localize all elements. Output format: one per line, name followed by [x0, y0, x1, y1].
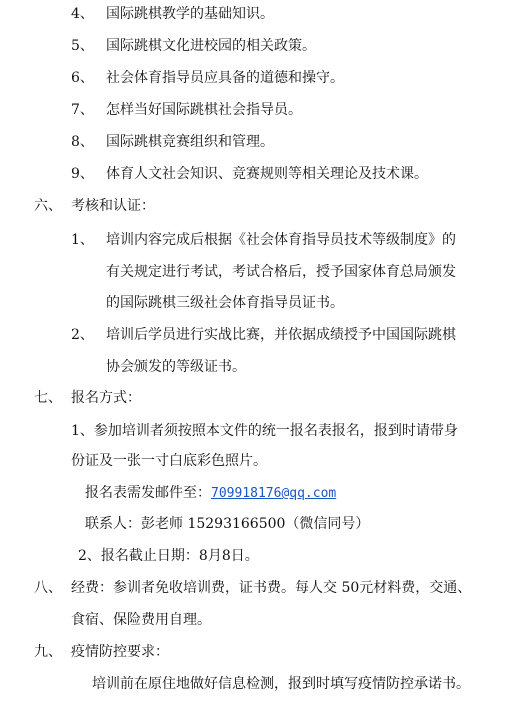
section-number: 八、	[34, 580, 62, 596]
item-text: 怎样当好国际跳棋社会指导员。	[106, 102, 302, 118]
item-number: 6、	[71, 70, 94, 86]
paragraph-line: 1、参加培训者须按照本文件的统一报名表报名，报到时请带身	[71, 423, 458, 439]
paragraph-line: 经费：参训者免收培训费，证书费。每人交 50元材料费，交通、	[71, 580, 472, 596]
paragraph-line: 份证及一张一寸白底彩色照片。	[71, 453, 267, 469]
item-text: 国际跳棋文化进校园的相关政策。	[106, 38, 316, 54]
item-text: 社会体育指导员应具备的道德和操守。	[106, 70, 344, 86]
item-number: 4、	[71, 6, 94, 22]
item-text: 体育人文社会知识、竞赛规则等相关理论及技术课。	[106, 166, 428, 182]
item-text: 协会颁发的等级证书。	[106, 359, 246, 375]
item-text: 国际跳棋竞赛组织和管理。	[106, 134, 274, 150]
section-number: 六、	[34, 198, 62, 214]
item-number: 9、	[71, 166, 94, 182]
section-number: 七、	[34, 390, 62, 406]
paragraph-line: 培训前在原住地做好信息检测，报到时填写疫情防控承诺书。	[92, 676, 470, 692]
deadline-line: 2、报名截止日期：8月8日。	[78, 548, 259, 564]
paragraph-line: 食宿、保险费用自理。	[71, 612, 211, 628]
email-link[interactable]: 709918176@qq.com	[211, 486, 337, 501]
item-text: 国际跳棋教学的基础知识。	[106, 6, 274, 22]
item-number: 1、	[71, 232, 94, 248]
item-number: 5、	[71, 38, 94, 54]
section-title: 考核和认证：	[71, 198, 155, 214]
section-title: 疫情防控要求：	[71, 644, 169, 660]
section-number: 九、	[34, 644, 62, 660]
item-text: 培训内容完成后根据《社会体育指导员技术等级制度》的	[106, 232, 456, 248]
item-text: 有关规定进行考试，考试合格后，授予国家体育总局颁发	[106, 264, 456, 280]
email-line	[85, 483, 336, 504]
item-number: 8、	[71, 134, 94, 150]
section-title: 报名方式：	[71, 390, 141, 406]
item-text: 培训后学员进行实战比赛，并依据成绩授予中国国际跳棋	[106, 327, 456, 343]
item-number: 2、	[71, 327, 94, 343]
item-text: 的国际跳棋三级社会体育指导员证书。	[106, 295, 344, 311]
contact-line: 联系人：彭老师 15293166500（微信同号）	[85, 516, 370, 532]
item-number: 7、	[71, 102, 94, 118]
email-label: 报名表需发邮件至：	[85, 485, 211, 501]
